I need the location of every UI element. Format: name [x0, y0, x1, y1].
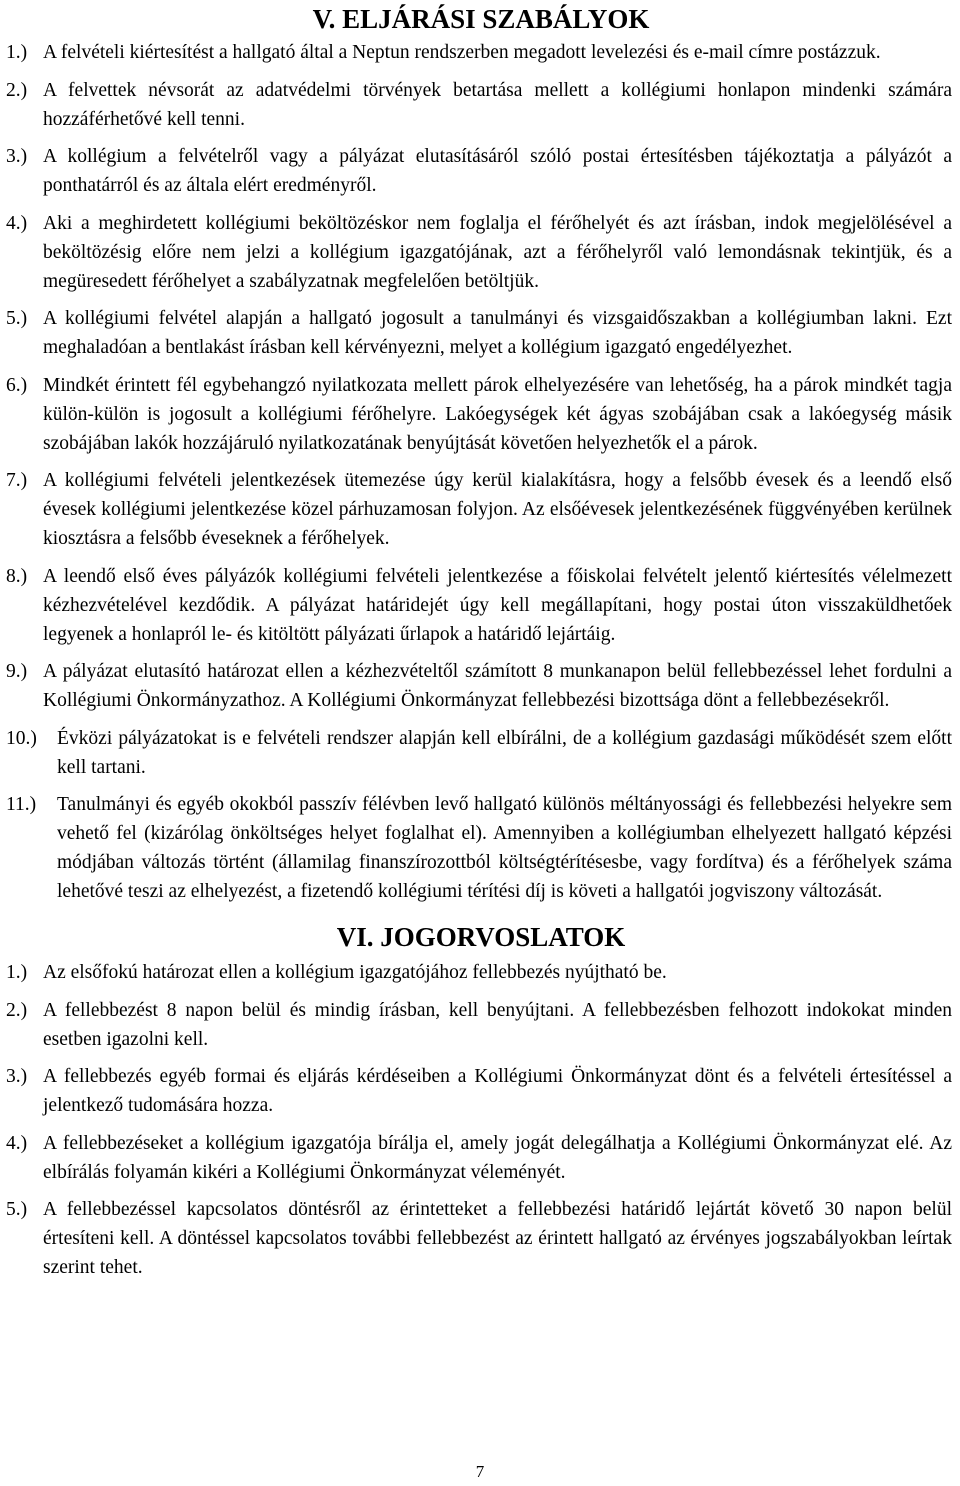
item-number: 8.)	[6, 565, 28, 587]
item-text: Aki a meghirdetett kollégiumi beköltözéskor nem foglalja el férőhelyét és azt írásban, indok megjelölésével a beköltözésig előre nem jelzi a kollégium igazgatójának, azt a férőhelyről való lemondásnak tekintjük, és a megüresedett férőhelyet a szabályzatnak megfelelően betöltjük.	[43, 212, 952, 292]
item-number: 5.)	[6, 308, 28, 329]
list-item	[6, 996, 952, 1054]
item-number: 1.)	[6, 962, 28, 983]
item-text: A felvettek névsorát az adatvédelmi törvények betartása mellett a kollégiumi honlapon mindenki számára hozzáférhetővé kell tenni.	[43, 79, 952, 130]
item-text: A fellebbezéseket a kollégium igazgatója bírálja el, amely jogát delegálhatja a Kollégiumi Önkormányzat elé. Az elbírálás folyamán kikéri a Kollégiumi Önkormányzat véleményét.	[43, 1132, 952, 1183]
list-item	[6, 76, 952, 134]
item-number: 1.)	[6, 42, 28, 63]
item-number: 9.)	[6, 661, 28, 682]
page-number: 7	[475, 1462, 485, 1481]
item-text: A fellebbezést 8 napon belül és mindig írásban, kell benyújtani. A fellebbezésben felhozott indokokat minden esetben igazolni kell.	[43, 999, 952, 1050]
item-number: 4.)	[6, 1132, 28, 1154]
list-item	[6, 142, 952, 200]
list-item	[6, 790, 952, 906]
list-item	[6, 38, 952, 67]
item-text: A fellebbezéssel kapcsolatos döntésről az érintetteket a fellebbezési határidő lejártát követő 30 napon belül értesíteni kell. A döntéssel kapcsolatos további fellebbezést az érintett hallgató az érvényes jogszabályokban leírtak szerint tehet.	[43, 1199, 952, 1278]
item-text: A kollégiumi felvétel alapján a hallgató jogosult a tanulmányi és vizsgaidőszakban a kollégiumban lakni. Ezt meghaladóan a bentlakást írásban kell kérvényezni, melyet a kollégium igazgató engedélyezhet.	[43, 308, 952, 358]
item-text: Évközi pályázatokat is e felvételi rendszer alapján kell elbírálni, de a kollégium gazdasági működését szem előtt kell tartani.	[57, 727, 952, 778]
item-number: 2.)	[6, 999, 28, 1021]
legal-remedies-list	[0, 958, 960, 1282]
list-item	[6, 371, 952, 458]
section-title-jogorvoslatok: VI. JOGORVOSLATOK	[336, 922, 626, 952]
item-text: A felvételi kiértesítést a hallgató által a Neptun rendszerben megadott levelezési és e-mail címre postázzuk.	[43, 42, 881, 63]
list-item	[6, 562, 952, 649]
list-item	[6, 1129, 952, 1187]
item-text: A pályázat elutasító határozat ellen a kézhezvételtől számított 8 munkanapon belül fellebbezéssel lehet fordulni a Kollégiumi Önkormányzathoz. A Kollégiumi Önkormányzat fellebbezési bizottsága dönt a fellebbezésekről.	[43, 661, 952, 711]
list-item	[6, 657, 952, 715]
item-text: A kollégiumi felvételi jelentkezések ütemezése úgy kerül kialakításra, hogy a felsőbb évesek és a leendő első évesek kollégiumi jelentkezése közel párhuzamosan folyjon. Az elsőévesek jelentkezésének függvényében kerülnek kiosztásra a felsőbb éveseknek a férőhelyek.	[43, 470, 952, 549]
item-number: 10.)	[6, 727, 37, 749]
item-text: A kollégium a felvételről vagy a pályázat elutasításáról szóló postai értesítésben tájékoztatja a pályázót a ponthatárról és az általa elért eredményről.	[43, 146, 952, 196]
list-item	[6, 209, 952, 296]
item-number: 2.)	[6, 79, 28, 101]
item-text: Tanulmányi és egyéb okokból passzív félévben levő hallgató különös méltányossági és fellebbezési helyekre sem vehető fel (kizárólag önköltséges helyet foglalhat el). Amennyiben a kollégiumban elhelyezett hallgató képzési módjában változás történt (államilag finanszírozottból költségtérítésesbe, vagy fordítva) és a férőhelyek száma lehetővé teszi az elhelyezést, a fizetendő kollégiumi térítési díj is követi a hallgatói jogviszony változását.	[57, 794, 952, 902]
item-number: 5.)	[6, 1199, 28, 1220]
list-item	[6, 958, 952, 987]
list-item	[6, 1195, 952, 1282]
item-number: 7.)	[6, 470, 28, 491]
list-item	[6, 466, 952, 553]
list-item	[6, 724, 952, 782]
item-number: 6.)	[6, 374, 28, 396]
item-number: 3.)	[6, 146, 28, 167]
list-item	[6, 1062, 952, 1120]
item-text: Az elsőfokú határozat ellen a kollégium igazgatójához fellebbezés nyújtható be.	[43, 962, 667, 983]
procedural-rules-list	[0, 38, 960, 906]
item-text: A leendő első éves pályázók kollégiumi felvételi jelentkezése a főiskolai felvételt jelentő kiértesítés vélelmezett kézhezvételével kezdődik. A pályázat határidejét úgy kell megállapítani, hogy postai úton visszaküldhetőek legyenek a honlapról le- és kitöltött pályázati űrlapok a határidő lejártáig.	[43, 565, 952, 645]
section-title-eljarasi-szabalyok: V. ELJÁRÁSI SZABÁLYOK	[312, 4, 650, 34]
item-number: 4.)	[6, 212, 28, 234]
item-text: Mindkét érintett fél egybehangzó nyilatkozata mellett párok elhelyezésére van lehetőség, ha a párok mindkét tagja külön-külön is jogosult a kollégiumi férőhelyre. Lakóegységek két ágyas szobájában csak a lakóegység másik szobájában lakók hozzájáruló nyilatkozatának benyújtását követően helyezhetők el a párok.	[43, 374, 952, 454]
list-item	[6, 304, 952, 362]
item-text: A fellebbezés egyéb formai és eljárás kérdéseiben a Kollégiumi Önkormányzat dönt és a felvételi értesítéssel a jelentkező tudomására hozza.	[43, 1066, 952, 1116]
item-number: 3.)	[6, 1066, 28, 1087]
item-number: 11.)	[6, 794, 37, 815]
